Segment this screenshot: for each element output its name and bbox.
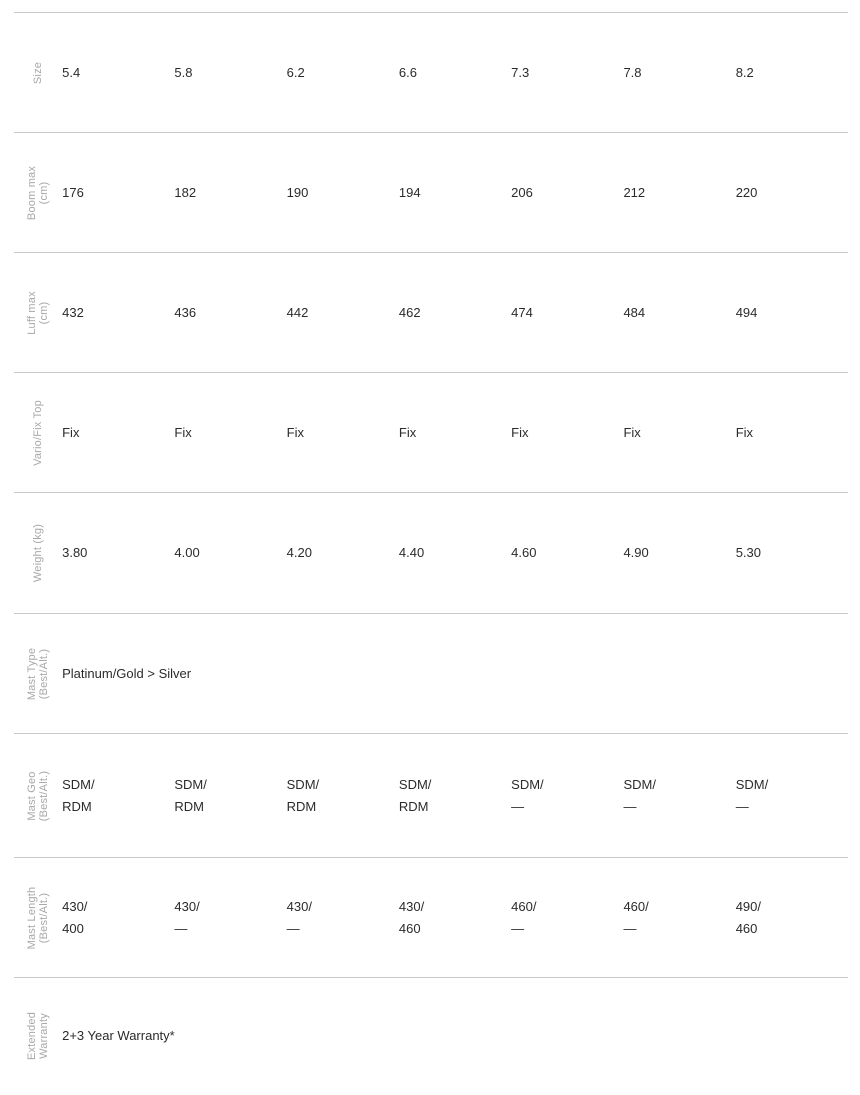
mast-length-cell: 430/ 460 <box>398 898 425 936</box>
boom-max-cell: 176 <box>62 184 84 200</box>
luff-max-cell: 494 <box>735 304 758 320</box>
spec-row-extended-warranty <box>14 978 848 1095</box>
row-label-mast-type: Mast Type (Best/Alt.) <box>26 647 50 700</box>
mast-geo-cell: SDM/ RDM <box>398 776 432 814</box>
mast-length-cell: 430/ — <box>286 898 312 936</box>
mast-length-cell: 430/ — <box>174 898 200 936</box>
spec-row-mast-geo <box>14 734 848 858</box>
mast-geo-cell: SDM/ — <box>511 776 544 814</box>
mast-geo-cell: SDM/ — <box>623 776 656 814</box>
spec-row-size <box>14 13 848 133</box>
luff-max-cell: 484 <box>623 304 646 320</box>
spec-row-weight <box>14 493 848 614</box>
luff-max-cell: 436 <box>174 304 197 320</box>
mast-length-cell: 490/ 460 <box>735 898 762 936</box>
mast-length-cell: 460/ — <box>511 898 537 936</box>
size-cell: 6.6 <box>398 64 417 80</box>
size-cell: 5.8 <box>174 64 193 80</box>
row-label-mast-length: Mast Length (Best/Alt.) <box>26 886 50 949</box>
weight-cell: 5.30 <box>735 545 762 560</box>
boom-max-cell: 190 <box>286 184 309 200</box>
boom-max-cell: 212 <box>623 184 646 200</box>
size-cell: 6.2 <box>286 64 305 80</box>
spec-row-mast-length <box>14 858 848 978</box>
boom-max-cell: 182 <box>174 184 197 200</box>
mast-geo-cell: SDM/ — <box>735 776 769 814</box>
mast-length-cell: 460/ — <box>623 898 649 936</box>
vario-fix-top-cell: Fix <box>286 424 304 440</box>
row-label-extended-warranty: Extended Warranty <box>26 1012 50 1061</box>
spec-row-boom-max <box>14 133 848 253</box>
weight-cell: 4.20 <box>286 545 312 560</box>
boom-max-cell: 220 <box>735 184 758 200</box>
row-label-boom-max: Boom max (cm) <box>26 165 50 220</box>
luff-max-cell: 462 <box>398 304 421 320</box>
mast-type-cell: Platinum/Gold > Silver <box>62 665 192 681</box>
extended-warranty-cell: 2+3 Year Warranty* <box>62 1028 175 1044</box>
size-cell: 5.4 <box>62 64 81 80</box>
vario-fix-top-cell: Fix <box>62 424 80 440</box>
vario-fix-top-cell: Fix <box>735 424 754 440</box>
row-label-mast-geo: Mast Geo (Best/Alt.) <box>26 770 50 821</box>
spec-row-mast-type <box>14 614 848 734</box>
boom-max-cell: 206 <box>511 184 533 200</box>
spec-row-vario-fix-top <box>14 373 848 493</box>
vario-fix-top-cell: Fix <box>174 424 192 440</box>
size-cell: 7.3 <box>511 64 530 80</box>
mast-geo-cell: SDM/ RDM <box>62 776 95 814</box>
weight-cell: 4.40 <box>398 545 425 560</box>
vario-fix-top-cell: Fix <box>623 424 641 440</box>
size-cell: 7.8 <box>623 64 642 80</box>
luff-max-cell: 432 <box>62 304 84 320</box>
luff-max-cell: 474 <box>511 304 533 320</box>
boom-max-cell: 194 <box>398 184 421 200</box>
spec-row-luff-max <box>14 253 848 373</box>
vario-fix-top-cell: Fix <box>398 424 417 440</box>
luff-max-cell: 442 <box>286 304 309 320</box>
weight-cell: 4.60 <box>511 545 537 560</box>
vario-fix-top-cell: Fix <box>511 424 529 440</box>
weight-cell: 4.90 <box>623 545 649 560</box>
row-label-size: Size <box>32 61 44 84</box>
weight-cell: 4.00 <box>174 545 200 560</box>
mast-length-cell: 430/ 400 <box>62 898 88 936</box>
weight-cell: 3.80 <box>62 545 88 560</box>
row-label-weight: Weight (kg) <box>32 523 44 583</box>
mast-geo-cell: SDM/ RDM <box>174 776 207 814</box>
row-label-vario-fix-top: Vario/Fix Top <box>32 399 44 466</box>
size-cell: 8.2 <box>735 64 754 80</box>
spec-table <box>14 12 848 1095</box>
row-label-luff-max: Luff max (cm) <box>26 290 50 335</box>
mast-geo-cell: SDM/ RDM <box>286 776 320 814</box>
